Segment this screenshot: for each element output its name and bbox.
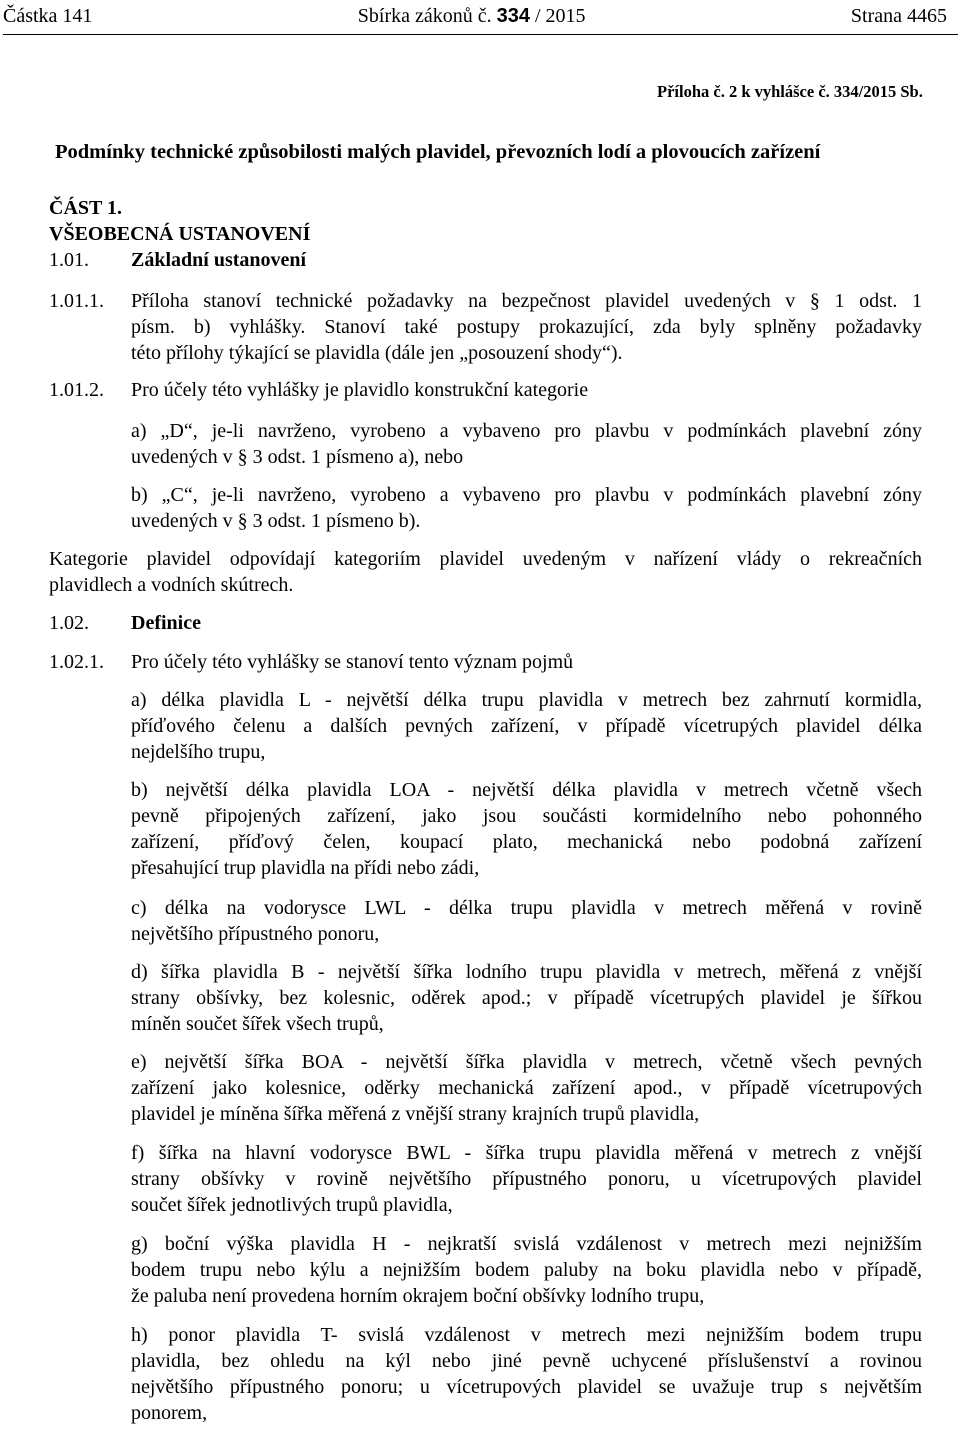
definition-h: největšího přípustného ponoru; u vícetrupových plavidel se uvažuje trup s největším — [131, 1376, 922, 1398]
definition-b: zařízení, příďový čelen, koupací plato, mechanická nebo podobná zařízení — [131, 831, 922, 853]
definition-a: a) délka plavidla L - největší délka trupu plavidla v metrech bez zahrnutí kormidla, — [131, 689, 922, 711]
definition-h: h) ponor plavidla T- svislá vzdálenost v metrech mezi nejnižším bodem trupu — [131, 1324, 922, 1346]
section-102-number: 1.02. — [49, 612, 89, 634]
definition-d: míněn součet šířek všech trupů, — [131, 1013, 384, 1035]
para-1012-number: 1.01.2. — [49, 379, 104, 401]
definition-b: pevně připojených zařízení, jako jsou součásti kormidelního nebo pohonného — [131, 805, 922, 827]
definition-e: zařízení jako kolesnice, oděrky mechanická zařízení apod., v případě vícetrupových — [131, 1077, 922, 1099]
header-rule — [3, 34, 958, 35]
definition-g: bodem trupu nebo kýlu a nejnižším bodem paluby na boku plavidla nebo v případě, — [131, 1259, 922, 1281]
definition-d: strany obšívky, bez kolesnic, oděrek apod.; v případě vícetrupých plavidel je šířkou — [131, 987, 922, 1009]
header-collection-number: 334 — [496, 5, 530, 27]
definition-b: přesahující trup plavidla na přídi nebo zádi, — [131, 857, 480, 879]
part-number: ČÁST 1. — [49, 197, 122, 219]
definition-d: d) šířka plavidla B - největší šířka lodního trupu plavidla v metrech, měřená z vnější — [131, 961, 922, 983]
definition-f: součet šířek jednotlivých trupů plavidla, — [131, 1194, 453, 1216]
para-1012-intro: Pro účely této vyhlášky je plavidlo konstrukční kategorie — [131, 379, 589, 401]
para-1021-number: 1.02.1. — [49, 651, 104, 673]
category-item-c: b) „C“, je-li navrženo, vyrobeno a vybaveno pro plavbu v podmínkách plavební zóny — [131, 484, 922, 506]
category-item-d-cont: uvedených v § 3 odst. 1 písmeno a), nebo — [131, 446, 464, 468]
definition-h: ponorem, — [131, 1402, 208, 1424]
categories-text-cont: plavidlech a vodních skútrech. — [49, 574, 294, 596]
definition-a: příďového čelenu a dalších pevných zařízení, v případě vícetrupých plavidel délka — [131, 715, 922, 737]
definition-a: nejdelšího trupu, — [131, 741, 266, 763]
definition-e: e) největší šířka BOA - největší šířka plavidla v metrech, včetně všech pevných — [131, 1051, 922, 1073]
definition-g: g) boční výška plavidla H - nejkratší svislá vzdálenost v metrech mezi nejnižším — [131, 1233, 922, 1255]
header-collection-year: / 2015 — [535, 5, 586, 27]
definition-f: f) šířka na hlavní vodorysce BWL - šířka trupu plavidla měřená v metrech z vnější — [131, 1142, 922, 1164]
para-1011-number: 1.01.1. — [49, 290, 104, 312]
definition-c: c) délka na vodorysce LWL - délka trupu plavidla v metrech měřená v rovině — [131, 897, 922, 919]
para-1011-line: Příloha stanoví technické požadavky na bezpečnost plavidel uvedených v § 1 odst. 1 — [131, 290, 922, 312]
header-collection — [358, 2, 586, 30]
category-item-c-cont: uvedených v § 3 odst. 1 písmeno b). — [131, 510, 421, 532]
para-1021-intro: Pro účely této vyhlášky se stanoví tento význam pojmů — [131, 651, 574, 673]
header-page-number: Strana 4465 — [850, 5, 947, 27]
page-header — [3, 2, 947, 32]
para-1011-line: této přílohy týkající se plavidla (dále jen „posouzení shody“). — [131, 342, 623, 364]
part-title: VŠEOBECNÁ USTANOVENÍ — [49, 223, 311, 245]
definition-c: největšího přípustného ponoru, — [131, 923, 380, 945]
section-101-number: 1.01. — [49, 249, 89, 271]
header-collection-prefix: Sbírka zákonů č. — [357, 5, 492, 27]
definition-e: plavidel je míněna šířka měřená z vnější strany krajních trupů plavidla, — [131, 1103, 700, 1125]
category-item-d: a) „D“, je-li navrženo, vyrobeno a vybaveno pro plavbu v podmínkách plavební zóny — [131, 420, 922, 442]
para-1011-line: písm. b) vyhlášky. Stanoví také postupy prokazující, zda byly splněny požadavky — [131, 316, 922, 338]
header-issue: Částka 141 — [3, 5, 93, 27]
annex-label: Příloha č. 2 k vyhlášce č. 334/2015 Sb. — [657, 82, 923, 101]
definition-f: strany obšívky v rovině největšího přípustného ponoru, u vícetrupových plavidel — [131, 1168, 922, 1190]
definition-h: plavidla, bez ohledu na kýl nebo jiné pevně uchycené příslušenství a rovinou — [131, 1350, 922, 1372]
section-102-title: Definice — [131, 612, 201, 634]
section-101-title: Základní ustanovení — [131, 249, 307, 271]
categories-text: Kategorie plavidel odpovídají kategoriím plavidel uvedeným v nařízení vlády o rekreačních — [49, 548, 922, 570]
document-title: Podmínky technické způsobilosti malých plavidel, převozních lodí a plovoucích zařízení — [55, 141, 821, 163]
definition-g: že paluba není provedena horním okrajem boční obšívky lodního trupu, — [131, 1285, 705, 1307]
definition-b: b) největší délka plavidla LOA - největší délka plavidla v metrech včetně všech — [131, 779, 922, 801]
